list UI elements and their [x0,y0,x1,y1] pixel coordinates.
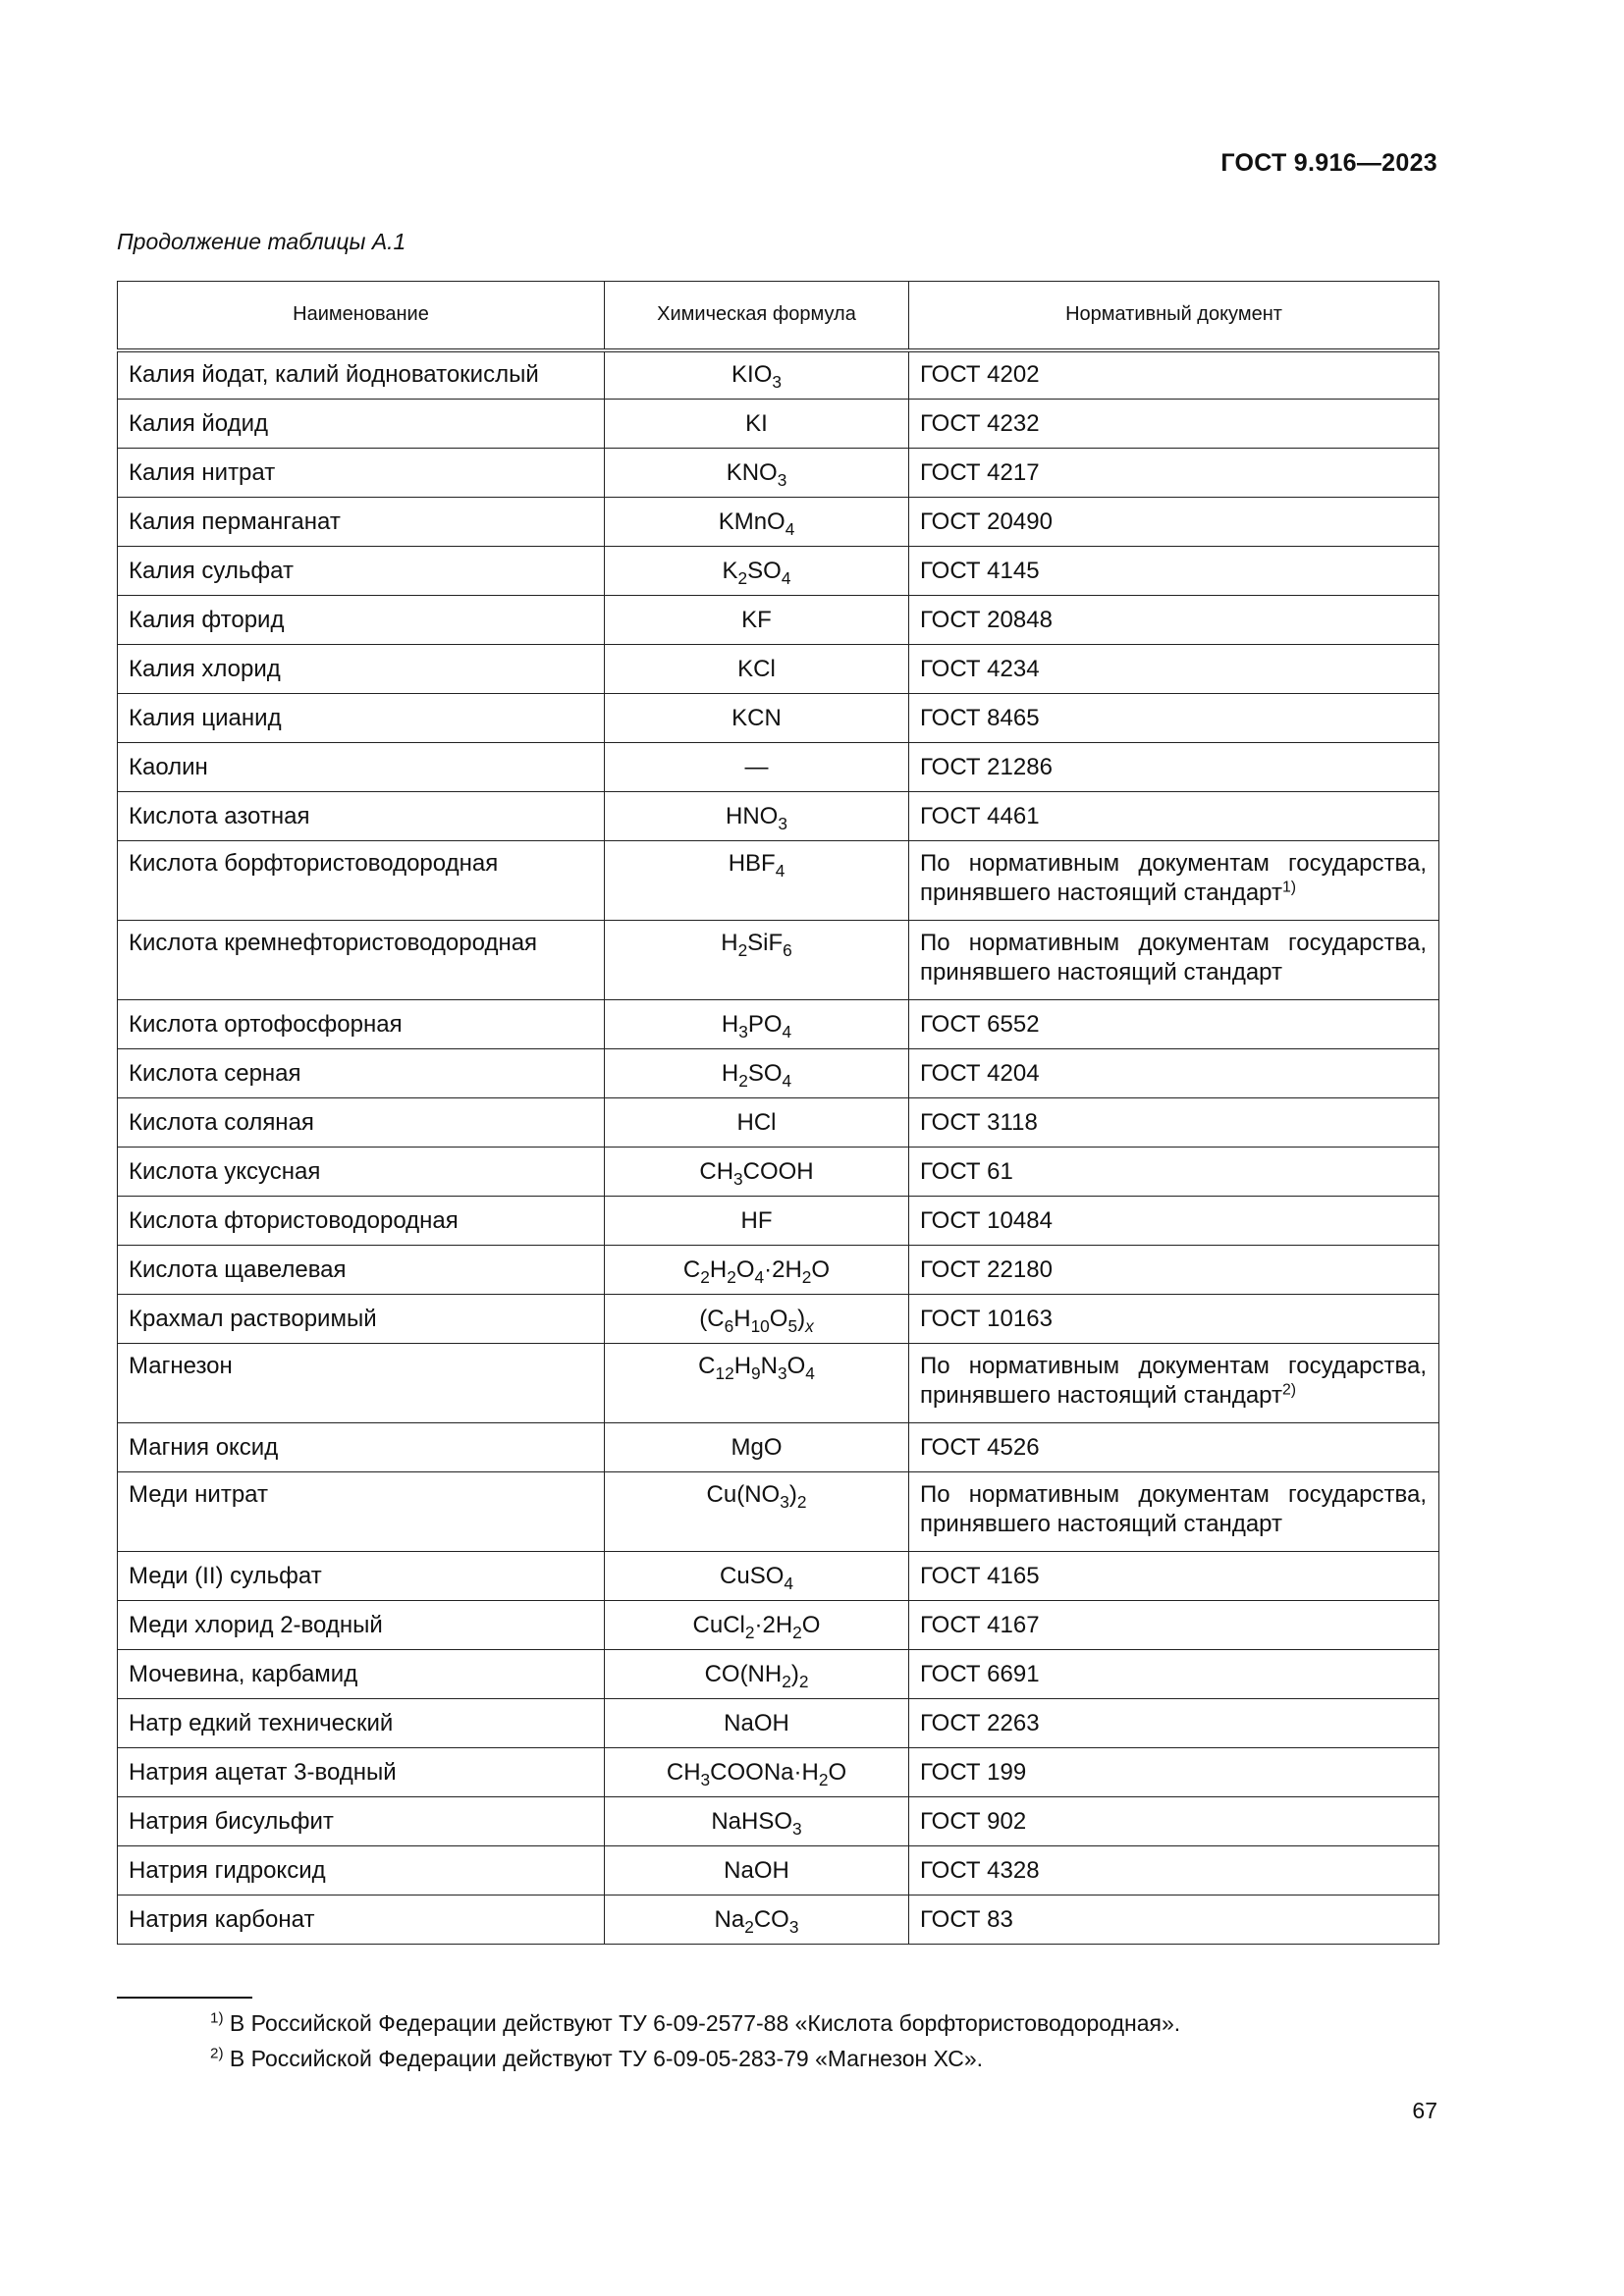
table-row [118,1896,1439,1945]
cell-formula: KI [605,400,909,449]
table-row [118,1344,1439,1423]
cell-name: Калия перманганат [118,498,605,547]
cell-formula: $CO(NH_2)_2$ [605,1650,909,1699]
cell-name: Кислота щавелевая [118,1246,605,1295]
table-row [118,596,1439,645]
cell-document: ГОСТ 4232 [909,400,1439,449]
table-row [118,1699,1439,1748]
cell-name: Кислота серная [118,1049,605,1098]
footnote-1-text: В Российской Федерации действуют ТУ 6-09-2577-88 «Кислота борфтористоводородная». [223,2010,1181,2036]
table-row [118,1601,1439,1650]
cell-formula: $C_{12}H_9N_3O_4$ [605,1344,909,1423]
table-row [118,1846,1439,1896]
cell-formula: $CH_3COOH$ [605,1148,909,1197]
cell-name: Кислота кремнефтористоводородная [118,921,605,1000]
cell-document: ГОСТ 6691 [909,1650,1439,1699]
cell-document: ГОСТ 4328 [909,1846,1439,1896]
table-row [118,1197,1439,1246]
table-row [118,400,1439,449]
cell-document: ГОСТ 4526 [909,1423,1439,1472]
cell-name: Натрия карбонат [118,1896,605,1945]
cell-document: ГОСТ 20848 [909,596,1439,645]
cell-document: ГОСТ 20490 [909,498,1439,547]
table-row [118,498,1439,547]
cell-name: Кислота ортофосфорная [118,1000,605,1049]
cell-formula: $H_2SiF_6$ [605,921,909,1000]
reagents-table [117,281,1439,1945]
cell-formula: $KNO_3$ [605,449,909,498]
cell-name: Кислота соляная [118,1098,605,1148]
table-row [118,350,1439,400]
cell-formula: $CH_3COONa\cdot H_2O$ [605,1748,909,1797]
cell-document: ГОСТ 22180 [909,1246,1439,1295]
table-row [118,841,1439,921]
table-row [118,1650,1439,1699]
table-row [118,1000,1439,1049]
cell-formula: CuSO$_4$ [605,1552,909,1601]
cell-name: Калия цианид [118,694,605,743]
cell-document: По нормативным документам государства, принявшего настоящий стандарт [909,1472,1439,1552]
cell-formula: $HNO_3$ [605,792,909,841]
column-header-document: Нормативный документ [909,282,1439,350]
cell-document: ГОСТ 2263 [909,1699,1439,1748]
cell-formula: $(C_6H_{10}O_5)_x$ [605,1295,909,1344]
cell-document: ГОСТ 61 [909,1148,1439,1197]
table-body [118,350,1439,1945]
page-number: 67 [1412,2098,1437,2123]
cell-document: ГОСТ 4165 [909,1552,1439,1601]
table-row [118,1552,1439,1601]
table-row [118,547,1439,596]
cell-document: ГОСТ 83 [909,1896,1439,1945]
cell-formula: $KIO_3$ [605,350,909,400]
footnote-2-mark: 2) [210,2045,224,2062]
table-row [118,1246,1439,1295]
table-row [118,694,1439,743]
table-row [118,1797,1439,1846]
cell-formula: HCl [605,1098,909,1148]
table-row [118,1748,1439,1797]
cell-name: Натрия ацетат 3-водный [118,1748,605,1797]
standard-designation: ГОСТ 9.916—2023 [1220,149,1437,177]
cell-formula: $K_2SO_4$ [605,547,909,596]
cell-name: Калия фторид [118,596,605,645]
table-caption: Продолжение таблицы А.1 [117,229,406,254]
cell-formula: — [605,743,909,792]
cell-document: ГОСТ 4461 [909,792,1439,841]
table-row [118,1295,1439,1344]
cell-formula: NaHSO$_3$ [605,1797,909,1846]
cell-document: ГОСТ 199 [909,1748,1439,1797]
cell-name: Кислота фтористоводородная [118,1197,605,1246]
table-row [118,1423,1439,1472]
cell-formula: NaOH [605,1846,909,1896]
cell-document: ГОСТ 4217 [909,449,1439,498]
cell-document: ГОСТ 4167 [909,1601,1439,1650]
cell-document: ГОСТ 6552 [909,1000,1439,1049]
column-header-name: Наименование [118,282,605,350]
cell-document: ГОСТ 4145 [909,547,1439,596]
table-row [118,449,1439,498]
footnote-1 [210,2010,1180,2037]
cell-document: ГОСТ 4202 [909,350,1439,400]
footnote-separator [117,1997,252,1999]
cell-formula: $HBF_4$ [605,841,909,921]
cell-formula: NaOH [605,1699,909,1748]
cell-document: По нормативным документам государства, принявшего настоящий стандарт$^{1)}$ [909,841,1439,921]
cell-document: По нормативным документам государства, принявшего настоящий стандарт [909,921,1439,1000]
cell-name: Кислота борфтористоводородная [118,841,605,921]
cell-formula: $H_2SO_4$ [605,1049,909,1098]
table-row [118,1049,1439,1098]
cell-document: ГОСТ 8465 [909,694,1439,743]
table-row [118,792,1439,841]
cell-formula: MgO [605,1423,909,1472]
cell-formula: KCN [605,694,909,743]
cell-formula: HF [605,1197,909,1246]
table-header-row [118,282,1439,350]
cell-name: Калия сульфат [118,547,605,596]
cell-formula: $Cu(NO_3)_2$ [605,1472,909,1552]
cell-formula: $C_2H_2O_4\cdot 2H_2O$ [605,1246,909,1295]
cell-formula: KF [605,596,909,645]
column-header-formula: Химическая формула [605,282,909,350]
cell-name: Натрия гидроксид [118,1846,605,1896]
cell-name: Калия йодид [118,400,605,449]
cell-name: Натрия бисульфит [118,1797,605,1846]
cell-name: Кислота азотная [118,792,605,841]
cell-document: ГОСТ 10484 [909,1197,1439,1246]
cell-name: Мочевина, карбамид [118,1650,605,1699]
table-row [118,645,1439,694]
cell-name: Крахмал растворимый [118,1295,605,1344]
cell-formula: $Na_2CO_3$ [605,1896,909,1945]
table-row [118,1148,1439,1197]
cell-formula: $H_3PO_4$ [605,1000,909,1049]
cell-document: ГОСТ 902 [909,1797,1439,1846]
cell-formula: KMnO$_4$ [605,498,909,547]
table-row [118,743,1439,792]
cell-name: Меди хлорид 2-водный [118,1601,605,1650]
table-row [118,921,1439,1000]
cell-name: Магния оксид [118,1423,605,1472]
cell-name: Меди (II) сульфат [118,1552,605,1601]
footnote-1-mark: 1) [210,2009,224,2027]
cell-name: Меди нитрат [118,1472,605,1552]
cell-name: Калия нитрат [118,449,605,498]
footnote-2 [210,2046,983,2072]
cell-name: Каолин [118,743,605,792]
cell-document: ГОСТ 21286 [909,743,1439,792]
cell-formula: $CuCl_2\cdot 2H_2O$ [605,1601,909,1650]
cell-name: Кислота уксусная [118,1148,605,1197]
cell-name: Магнезон [118,1344,605,1423]
footnote-2-text: В Российской Федерации действуют ТУ 6-09-05-283-79 «Магнезон ХС». [223,2046,983,2071]
cell-document: По нормативным документам государства, принявшего настоящий стандарт$^{2)}$ [909,1344,1439,1423]
cell-document: ГОСТ 3118 [909,1098,1439,1148]
table-row [118,1098,1439,1148]
cell-document: ГОСТ 4234 [909,645,1439,694]
cell-name: Калия йодат, калий йодноватокислый [118,350,605,400]
cell-formula: KCl [605,645,909,694]
cell-name: Натр едкий технический [118,1699,605,1748]
cell-document: ГОСТ 4204 [909,1049,1439,1098]
table-row [118,1472,1439,1552]
cell-document: ГОСТ 10163 [909,1295,1439,1344]
cell-name: Калия хлорид [118,645,605,694]
